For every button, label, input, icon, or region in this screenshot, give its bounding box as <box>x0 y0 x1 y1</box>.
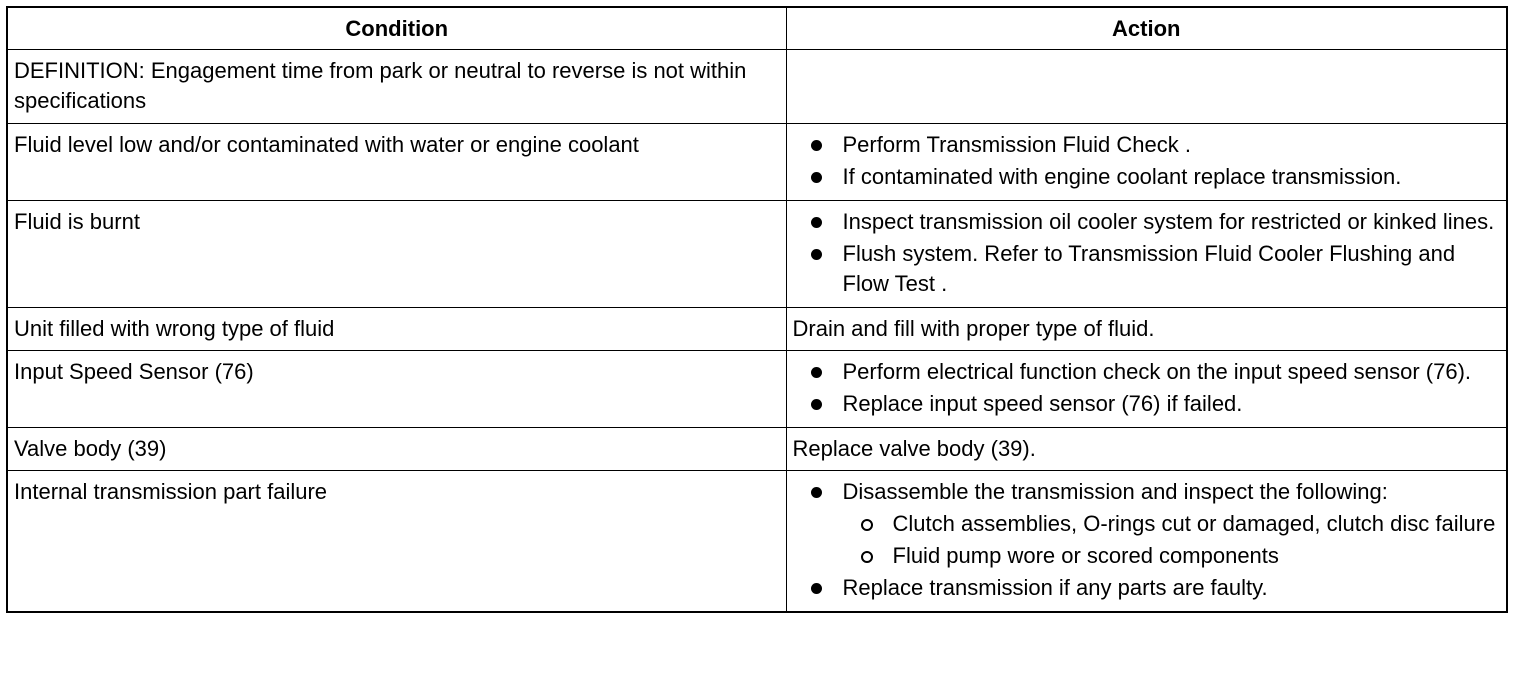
action-bullet: Replace transmission if any parts are faulty. <box>793 573 1501 603</box>
header-row <box>7 7 1507 50</box>
action-bullet: Inspect transmission oil cooler system for restricted or kinked lines. <box>793 207 1501 237</box>
action-bullet: Perform Transmission Fluid Check . <box>793 130 1501 160</box>
action-bullet-list <box>793 207 1501 299</box>
action-bullet <box>793 477 1501 571</box>
condition-cell: Input Speed Sensor (76) <box>7 351 786 428</box>
action-cell <box>786 50 1507 124</box>
condition-cell: DEFINITION: Engagement time from park or neutral to reverse is not within specifications <box>7 50 786 124</box>
table-row <box>7 351 1507 428</box>
table-row <box>7 428 1507 471</box>
diagnosis-table <box>6 6 1508 613</box>
action-bullet: Replace input speed sensor (76) if failed. <box>793 389 1501 419</box>
action-bullet-list <box>793 477 1501 603</box>
action-sub-bullet: Clutch assemblies, O-rings cut or damaged, clutch disc failure <box>843 509 1501 539</box>
action-cell <box>786 351 1507 428</box>
action-bullet: Flush system. Refer to Transmission Fluid Cooler Flushing and Flow Test . <box>793 239 1501 299</box>
condition-cell: Valve body (39) <box>7 428 786 471</box>
action-bullet: Perform electrical function check on the input speed sensor (76). <box>793 357 1501 387</box>
condition-cell: Internal transmission part failure <box>7 471 786 613</box>
action-cell <box>786 201 1507 308</box>
diagnosis-table-container <box>6 6 1506 613</box>
action-bullet-text: Disassemble the transmission and inspect the following: <box>842 479 1388 504</box>
action-bullet-list <box>793 357 1501 419</box>
action-bullet: If contaminated with engine coolant replace transmission. <box>793 162 1501 192</box>
action-cell: Drain and fill with proper type of fluid. <box>786 308 1507 351</box>
condition-header: Condition <box>7 7 786 50</box>
action-cell: Replace valve body (39). <box>786 428 1507 471</box>
table-row <box>7 124 1507 201</box>
table-row <box>7 308 1507 351</box>
action-sub-bullet-list <box>843 509 1501 571</box>
condition-cell: Fluid level low and/or contaminated with water or engine coolant <box>7 124 786 201</box>
action-bullet-list <box>793 130 1501 192</box>
table-row <box>7 50 1507 124</box>
condition-cell: Fluid is burnt <box>7 201 786 308</box>
table-row <box>7 471 1507 613</box>
action-cell <box>786 471 1507 613</box>
action-header: Action <box>786 7 1507 50</box>
condition-cell: Unit filled with wrong type of fluid <box>7 308 786 351</box>
action-sub-bullet: Fluid pump wore or scored components <box>843 541 1501 571</box>
table-row <box>7 201 1507 308</box>
action-cell <box>786 124 1507 201</box>
